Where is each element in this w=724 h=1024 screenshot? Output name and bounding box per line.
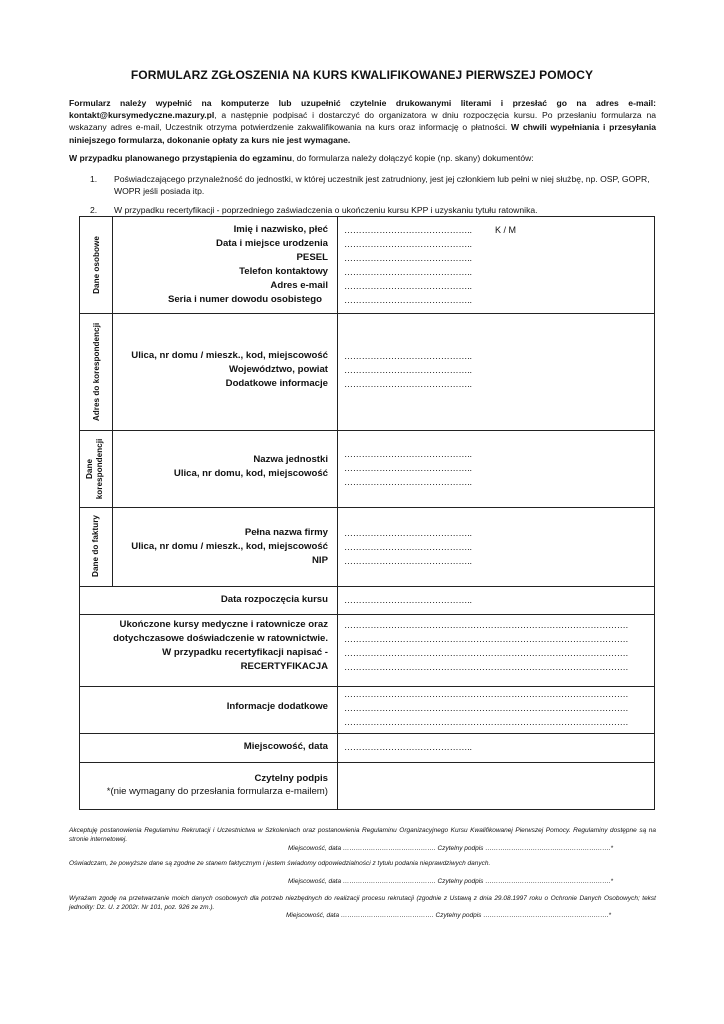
section-correspondence-data-line-1: Dane (85, 458, 94, 480)
label-courses-line-3: W przypadku recertyfikacji napisać - (162, 647, 328, 658)
field-courses-line-3[interactable]: ……………………………………………………………………………………. (344, 648, 628, 658)
page-title: FORMULARZ ZGŁOSZENIA NA KURS KWALIFIKOWANEJ PIERWSZEJ POMOCY (130, 68, 594, 82)
list-number: 1. (90, 174, 98, 184)
section-correspondence-data (85, 434, 107, 504)
intro-details: , a następnie podpisać i dostarczyć do organizatora w dniu rozpoczęcia kursu. Po przesłaniu formularza na wskazany adres e-mail, Uczestnik otrzyma potwierdzenie zakwalifikowania na kurs oraz informację o płatności. (69, 110, 656, 133)
label-signature: Czytelny podpis (254, 773, 328, 784)
label-nip: NIP (312, 555, 328, 566)
field-email[interactable]: …………………………………….. (344, 281, 472, 291)
label-course-start-date: Data rozpoczęcia kursu (220, 594, 328, 605)
intro-payment-note: W chwili wypełniania i przesyłania niniejszego formularza, dokonanie opłaty za kurs nie jest wymagane. (69, 122, 656, 145)
section-correspondence-address: Adres do korespondencji (92, 322, 101, 422)
field-company-name[interactable]: …………………………………….. (344, 528, 472, 538)
field-course-start-date[interactable]: …………………………………….. (344, 595, 472, 605)
list-number: 2. (90, 205, 98, 215)
label-province: Województwo, powiat (229, 364, 328, 375)
section-personal-data: Dane osobowe (92, 236, 101, 294)
list-text-line-1: Poświadczającego przynależność do jednostki, w której uczestnik jest zatrudniony, jest jej członkiem lub pełni w niej służbę, np. OSP, GOPR, (114, 174, 650, 184)
field-courses-line-4[interactable]: ……………………………………………………………………………………. (344, 662, 628, 672)
field-unit-line-2[interactable]: …………………………………….. (344, 463, 472, 473)
consent-regulations: Akceptuję postanowienia Regulaminu Rekrutacji i Uczestnictwa w Szkoleniach oraz postanowienia Regulaminu Organizacyjnego Kursu Kwalifikowanej Pierwszej Pomocy. Regulaminy dostępne są na stronie internetowej. (69, 827, 656, 843)
field-unit-line-3[interactable]: …………………………………….. (344, 477, 472, 487)
field-birth[interactable]: …………………………………….. (344, 239, 472, 249)
label-courses-line-4: RECERTYFIKACJA (240, 661, 328, 672)
consent-data-accuracy: Oświadczam, że powyższe dane są zgodne ze stanem faktycznym i jestem świadomy odpowiedzialności z tytułu podania nieprawdziwych danych. (69, 860, 491, 867)
field-nip[interactable]: …………………………………….. (344, 556, 472, 566)
consent-data-accuracy-signature[interactable]: Miejscowość, data ……………………………………. Czytelny podpis ………………………………………………….* (288, 878, 614, 885)
exam-note (69, 152, 656, 164)
field-extra-info-line-3[interactable]: ……………………………………………………………………………………. (344, 717, 628, 727)
field-full-name[interactable]: …………………………………….. (344, 225, 472, 235)
label-extra-info: Informacje dodatkowe (226, 701, 328, 712)
label-place-date: Miejscowość, data (243, 741, 328, 752)
intro-paragraph (69, 97, 656, 146)
intro-instruction: Formularz należy wypełnić na komputerze lub uzupełnić czytelnie drukowanymi literami i przesłać go na adres e-mail: kontakt@kursymedyczne.mazury.pl (69, 98, 656, 121)
label-courses-line-2: dotychczasowe doświadczenie w ratownictwie. (113, 633, 328, 644)
label-company-address: Ulica, nr domu / mieszk., kod, miejscowość (131, 541, 328, 552)
field-place-date[interactable]: …………………………………….. (344, 742, 472, 752)
field-pesel[interactable]: …………………………………….. (344, 253, 472, 263)
label-unit-address: Ulica, nr domu, kod, miejscowość (173, 468, 328, 479)
field-extra-info-line-2[interactable]: ……………………………………………………………………………………. (344, 703, 628, 713)
gender-options[interactable]: K / M (495, 225, 517, 235)
section-invoice-data: Dane do faktury (91, 515, 100, 577)
field-courses-line-1[interactable]: ……………………………………………………………………………………. (344, 620, 628, 630)
label-courses-line-1: Ukończone kursy medyczne i ratownicze oraz (119, 619, 328, 630)
signature-note: *(nie wymagany do przesłania formularza e-mailem) (106, 786, 328, 797)
label-company-name: Pełna nazwa firmy (244, 527, 328, 538)
field-courses-line-2[interactable]: ……………………………………………………………………………………. (344, 634, 628, 644)
field-company-address[interactable]: …………………………………….. (344, 542, 472, 552)
consent-data-processing-signature[interactable]: Miejscowość, data ……………………………………. Czytelny podpis ………………………………………………….* (286, 912, 612, 919)
label-email: Adres e-mail (270, 280, 328, 291)
field-signature[interactable] (338, 763, 654, 809)
list-text-line-1: W przypadku recertyfikacji - poprzedniego zaświadczenia o ukończeniu kursu KPP i uzyskaniu tytułu ratownika. (114, 205, 538, 215)
label-pesel: PESEL (296, 252, 328, 263)
label-additional-info: Dodatkowe informacje (225, 378, 328, 389)
field-id-card[interactable]: …………………………………….. (344, 295, 472, 305)
section-correspondence-data-line-2: korespondencji (95, 438, 104, 500)
label-id-card: Seria i numer dowodu osobistego (167, 294, 322, 305)
list-text-line-2: WOPR jeśli posiada itp. (114, 185, 205, 196)
application-form-table (79, 216, 655, 810)
consent-data-processing: Wyrażam zgodę na przetwarzanie moich danych osobowych dla potrzeb niezbędnych do realizacji procesu rekrutacji (zgodnie z Ustawą z dnia 29.08.1997 roku o Ochronie Danych Osobowych; tekst jednolity: Dz. U. z 2002r. Nr 101, poz. 926 ze zm.). (69, 895, 656, 911)
field-additional-info[interactable]: …………………………………….. (344, 379, 472, 389)
label-birth-date-place: Data i miejsce urodzenia (216, 238, 328, 249)
field-unit-line-1[interactable]: …………………………………….. (344, 449, 472, 459)
field-province[interactable]: …………………………………….. (344, 365, 472, 375)
exam-note-bold: W przypadku planowanego przystąpienia do egzaminu (69, 153, 292, 163)
label-street-address: Ulica, nr domu / mieszk., kod, miejscowość (131, 350, 328, 361)
exam-note-rest: , do formularza należy dołączyć kopie (np. skany) dokumentów: (292, 153, 534, 163)
field-street-address[interactable]: …………………………………….. (344, 351, 472, 361)
consent-regulations-signature[interactable]: Miejscowość, data ……………………………………. Czytelny podpis ………………………………………………….* (288, 845, 614, 852)
field-extra-info-line-1[interactable]: ……………………………………………………………………………………. (344, 689, 628, 699)
label-unit-name: Nazwa jednostki (253, 454, 328, 465)
label-full-name-gender: Imię i nazwisko, płeć (233, 224, 328, 235)
label-phone: Telefon kontaktowy (239, 266, 328, 277)
field-phone[interactable]: …………………………………….. (344, 267, 472, 277)
list-item (90, 174, 656, 198)
